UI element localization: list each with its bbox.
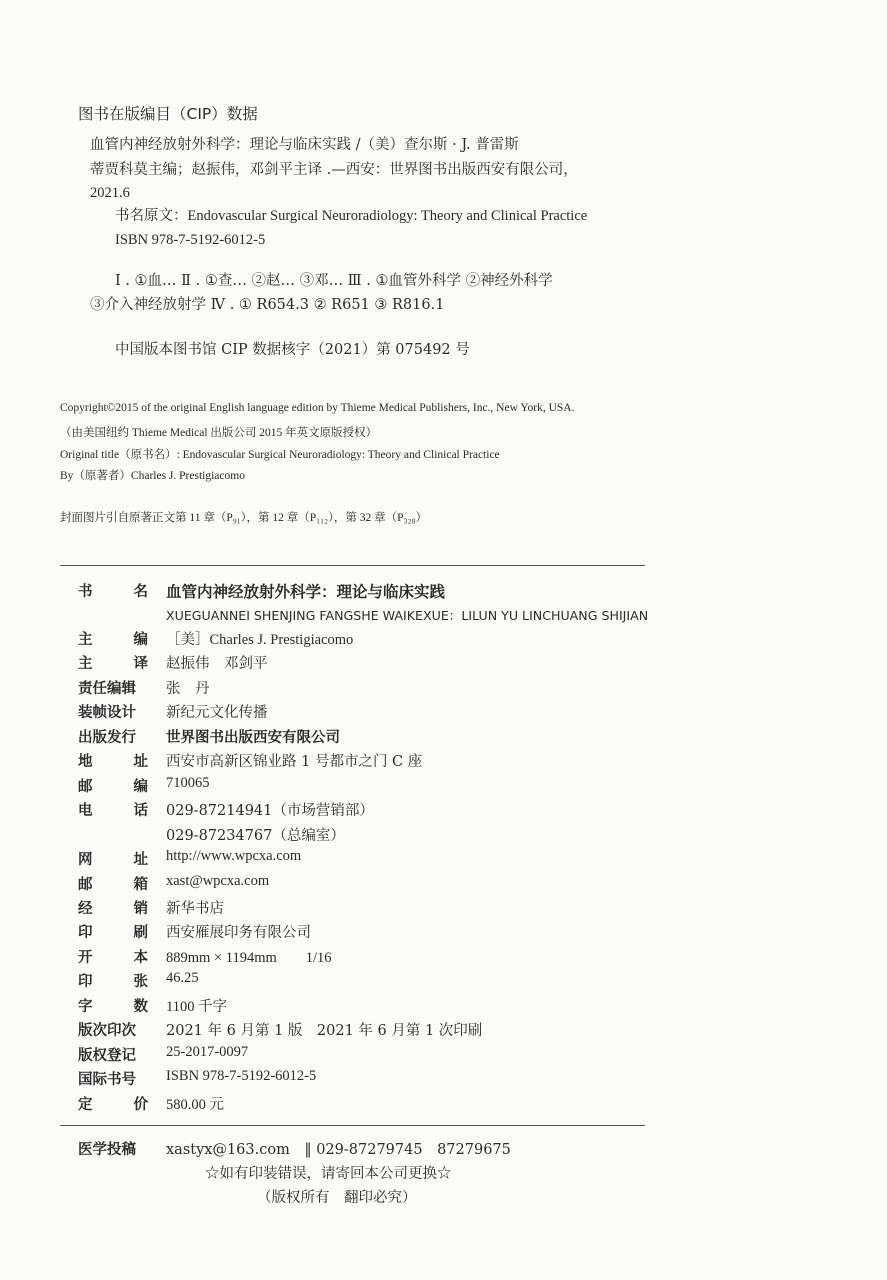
info-label: 邮 编	[78, 778, 148, 795]
info-label: 开 本	[78, 949, 148, 966]
info-label: 字 数	[78, 998, 148, 1015]
info-value: 赵振伟 邓剑平	[166, 656, 268, 673]
info-label: 主 译	[78, 656, 148, 673]
info-value: 张 丹	[166, 680, 210, 697]
info-label: 电 话	[78, 803, 148, 820]
info-value: 新华书店	[166, 900, 224, 917]
info-value: 西安雁展印务有限公司	[166, 925, 311, 942]
info-label: 出版发行	[78, 729, 136, 746]
cip-line-2: 蒂贾科莫主编；赵振伟，邓剑平主译 .—西安：世界图书出版西安有限公司，	[90, 162, 578, 178]
info-value: 029-87214941（市场营销部）	[166, 803, 374, 820]
info-value: 710065	[166, 774, 210, 791]
cip-classification-2: ③介入神经放射学 Ⅳ . ① R654.3 ② R651 ③ R816.1	[90, 297, 445, 313]
original-title: Original title（原书名）: Endovascular Surgical Neuroradiology: Theory and Clinical Practice	[60, 449, 500, 461]
info-label: 版次印次	[78, 1023, 136, 1040]
cip-isbn: ISBN 978-7-5192-6012-5	[115, 232, 266, 248]
info-label: 版权登记	[78, 1047, 136, 1064]
cip-heading: 图书在版编目（CIP）数据	[78, 105, 258, 123]
info-label: 印 张	[78, 974, 148, 991]
info-value: 世界图书出版西安有限公司	[166, 729, 340, 746]
info-value: 580.00 元	[166, 1096, 224, 1113]
info-value: 2021 年 6 月第 1 版 2021 年 6 月第 1 次印刷	[166, 1023, 483, 1040]
cip-line-3: 2021.6	[90, 185, 130, 201]
book-title: 血管内神经放射外科学：理论与临床实践	[166, 582, 446, 601]
misprint-notice: ☆如有印装错误，请寄回本公司更换☆	[205, 1166, 452, 1182]
info-label: 定 价	[78, 1096, 148, 1113]
cip-classification-1: Ⅰ . ①血… Ⅱ . ①查… ②赵… ③邓… Ⅲ . ①血管外科学 ②神经外科学	[115, 273, 553, 289]
info-label: 责任编辑	[78, 680, 136, 697]
cip-verification-number: 中国版本图书馆 CIP 数据核字（2021）第 075492 号	[115, 342, 470, 358]
rights-reserved: （版权所有 翻印必究）	[257, 1190, 417, 1206]
info-label: 国际书号	[78, 1072, 136, 1089]
submission-contact: xastyx@163.com ‖ 029-87279745 87279675	[166, 1142, 511, 1158]
info-value: 新纪元文化传播	[166, 705, 268, 722]
info-value: ISBN 978-7-5192-6012-5	[166, 1068, 317, 1085]
original-author: By（原著者）Charles J. Prestigiacomo	[60, 470, 245, 482]
info-value: ［美］Charles J. Prestigiacomo	[166, 632, 354, 648]
info-label: 网 址	[78, 852, 148, 869]
info-value: 西安市高新区锦业路 1 号都市之门 C 座	[166, 754, 423, 771]
info-value: 889mm × 1194mm 1/16	[166, 949, 332, 966]
info-label: 地 址	[78, 754, 148, 771]
info-label: 装帧设计	[78, 705, 136, 722]
divider-top	[60, 565, 645, 566]
book-title-pinyin: XUEGUANNEI SHENJING FANGSHE WAIKEXUE：LILUN YU LINCHUANG SHIJIAN	[166, 608, 649, 623]
cip-original-title: 书名原文：Endovascular Surgical Neuroradiology: Theory and Clinical Practice	[115, 208, 588, 224]
info-value: http://www.wpcxa.com	[166, 848, 302, 865]
info-value: 029-87234767（总编室）	[166, 827, 345, 844]
info-label: 印 刷	[78, 925, 148, 942]
copyright-statement: Copyright©2015 of the original English language edition by Thieme Medical Publishers, Inc., New York, USA.	[60, 402, 575, 414]
info-value: xast@wpcxa.com	[166, 872, 270, 889]
divider-bottom	[60, 1125, 645, 1126]
cip-line-1: 血管内神经放射外科学：理论与临床实践 /（美）查尔斯 · J. 普雷斯	[90, 137, 519, 153]
info-label: 书 名	[78, 584, 148, 600]
info-value: 25-2017-0097	[166, 1043, 249, 1060]
info-value: 1100 千字	[166, 998, 228, 1015]
info-label: 邮 箱	[78, 876, 148, 893]
submission-label: 医学投稿	[78, 1142, 136, 1158]
info-label: 主 编	[78, 632, 148, 648]
info-label: 经 销	[78, 900, 148, 917]
copyright-authorization: （由美国纽约 Thieme Medical 出版公司 2015 年英文原版授权）	[60, 427, 378, 439]
info-value: 46.25	[166, 970, 199, 987]
cover-image-note: 封面图片引自原著正文第 11 章（P₉₁），第 12 章（P₁₁₂），第 32 章（P₃₂₈）	[60, 512, 428, 524]
